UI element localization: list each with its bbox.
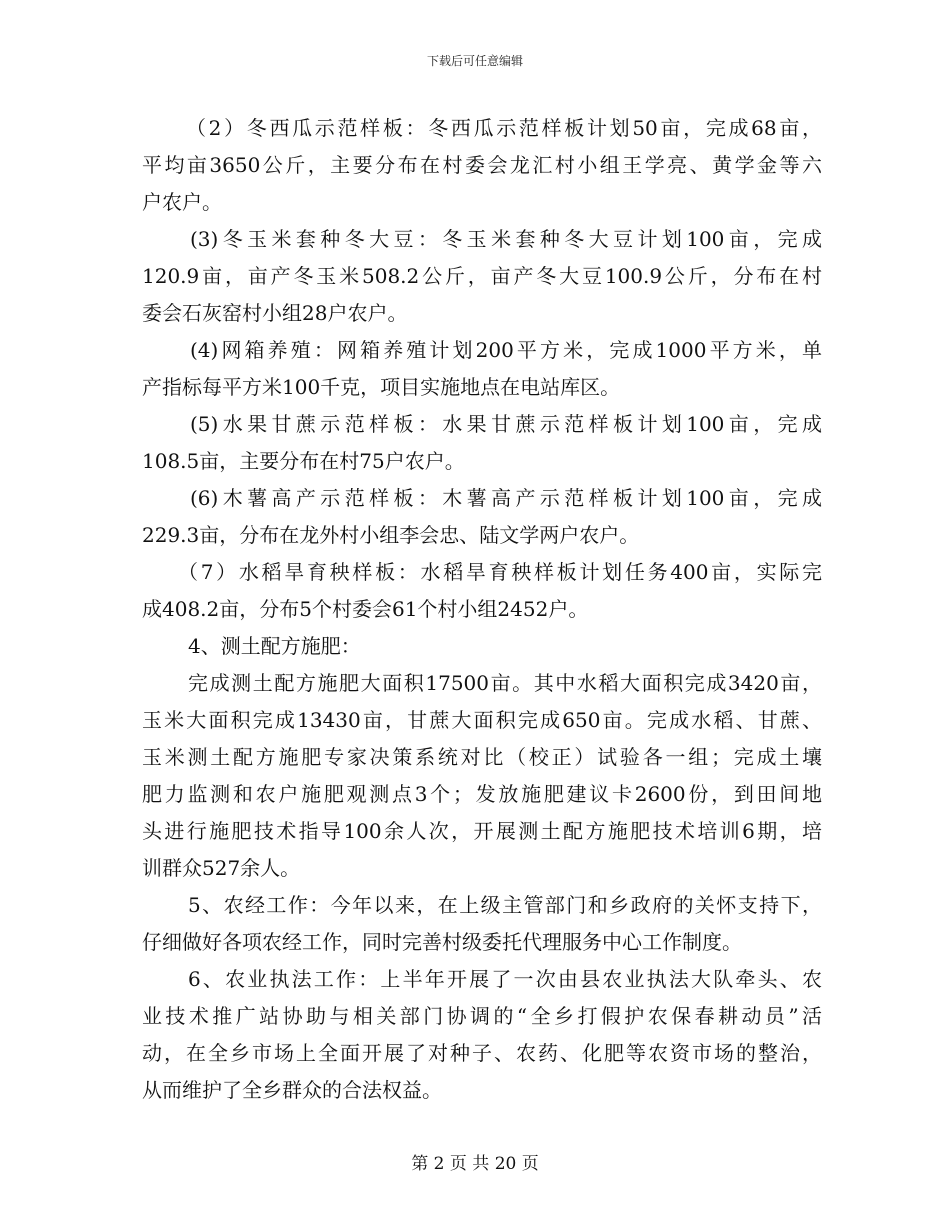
text-line: 玉米测土配方施肥专家决策系统对比（校正）试验各一组；完成土壤 [142,745,822,769]
text-line: (5)水果甘蔗示范样板：水果甘蔗示范样板计划100亩，完成 [190,412,822,436]
text-line: 动，在全乡市场上全面开展了对种子、农药、化肥等农资市场的整治， [142,1041,822,1065]
text-line: （7）水稻旱育秧样板：水稻旱育秧样板计划任务400亩，实际完 [178,560,822,584]
text-line: 仔细做好各项农经工作，同时完善村级委托代理服务中心工作制度。 [142,930,742,954]
text-line: 从而维护了全乡群众的合法权益。 [142,1078,442,1102]
text-line: 委会石灰窑村小组28户农户。 [142,301,408,325]
text-line: 户农户。 [142,190,222,214]
text-line: 玉米大面积完成13430亩，甘蔗大面积完成650亩。完成水稻、甘蔗、 [142,708,822,732]
page-header: 下载后可任意编辑 [426,54,523,68]
text-line: 产指标每平方米100千克，项目实施地点在电站库区。 [142,375,621,399]
text-line: (3)冬玉米套种冬大豆：冬玉米套种冬大豆计划100亩，完成 [190,227,822,251]
text-line: 120.9亩，亩产冬玉米508.2公斤，亩产冬大豆100.9公斤，分布在村 [142,264,822,288]
text-line: 平均亩3650公斤，主要分布在村委会龙汇村小组王学亮、黄学金等六 [142,153,822,177]
document-body [142,110,822,1109]
text-line: （2）冬西瓜示范样板：冬西瓜示范样板计划50亩，完成68亩， [186,116,822,140]
section-heading: 4、测土配方施肥： [188,634,361,658]
text-line: 训群众527余人。 [142,856,301,880]
text-line: 业技术推广站协助与相关部门协调的“全乡打假护农保春耕动员”活 [142,1004,822,1028]
text-line: 头进行施肥技术指导100余人次，开展测土配方施肥技术培训6期，培 [142,819,822,843]
text-line: (4)网箱养殖：网箱养殖计划200平方米，完成1000平方米，单 [190,338,822,362]
text-line: 108.5亩，主要分布在村75户农户。 [142,449,465,473]
text-line: 成408.2亩，分布5个村委会61个村小组2452户。 [142,597,589,621]
text-line: 肥力监测和农户施肥观测点3个；发放施肥建议卡2600份，到田间地 [142,782,822,806]
text-line: 229.3亩，分布在龙外村小组李会忠、陆文学两户农户。 [142,523,640,547]
text-line: 5、农经工作：今年以来，在上级主管部门和乡政府的关怀支持下， [188,893,822,917]
text-line: 完成测土配方施肥大面积17500亩。其中水稻大面积完成3420亩， [188,671,822,695]
page-number: 第 2 页 共 20 页 [411,1154,539,1174]
text-line: 6、农业执法工作：上半年开展了一次由县农业执法大队牵头、农 [188,967,822,991]
text-line: (6)木薯高产示范样板：木薯高产示范样板计划100亩，完成 [190,486,822,510]
